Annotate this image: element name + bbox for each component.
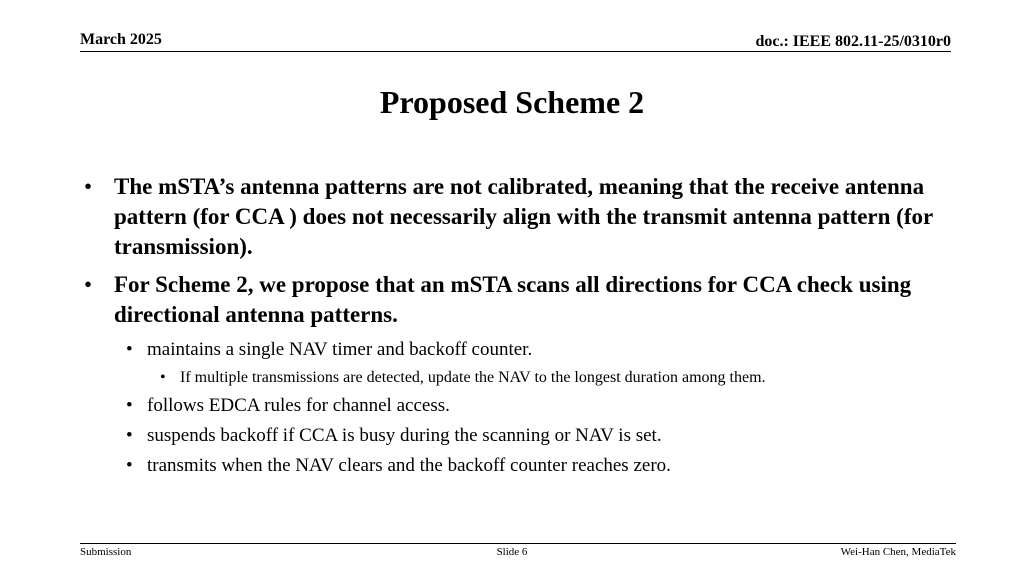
bullet-1 xyxy=(82,172,962,262)
footer-slide-number: Slide 6 xyxy=(496,546,528,558)
footer-author: Wei-Han Chen, MediaTek xyxy=(840,546,956,558)
sub-bullet-1 xyxy=(82,338,962,362)
header-date: March 2025 xyxy=(80,31,162,48)
slide-body xyxy=(82,172,962,484)
bullet-glyph: • xyxy=(126,339,133,360)
bullet-2 xyxy=(82,270,962,330)
sub-bullet-1-text: maintains a single NAV timer and backoff counter. xyxy=(147,339,533,360)
sub-bullet-3-text: suspends backoff if CCA is busy during the scanning or NAV is set. xyxy=(147,425,662,446)
bullet-glyph: • xyxy=(160,369,166,386)
bullet-2-text: For Scheme 2, we propose that an mSTA scans all directions for CCA check using directional antenna patterns. xyxy=(114,272,912,327)
bullet-glyph: • xyxy=(84,174,93,199)
slide-title: Proposed Scheme 2 xyxy=(379,84,645,120)
sub-bullet-3 xyxy=(82,424,962,448)
sub-bullet-4 xyxy=(82,454,962,478)
sub-sub-bullet-1 xyxy=(82,368,962,388)
bullet-glyph: • xyxy=(84,272,93,297)
sub-bullet-4-text: transmits when the NAV clears and the backoff counter reaches zero. xyxy=(147,455,671,476)
header-divider xyxy=(80,51,951,52)
sub-sub-bullet-1-text: If multiple transmissions are detected, update the NAV to the longest duration among them. xyxy=(180,369,766,386)
sub-bullet-2 xyxy=(82,394,962,418)
footer-divider xyxy=(80,543,956,544)
bullet-glyph: • xyxy=(126,395,133,416)
bullet-glyph: • xyxy=(126,425,133,446)
sub-bullet-2-text: follows EDCA rules for channel access. xyxy=(147,395,450,416)
bullet-1-text: The mSTA’s antenna patterns are not calibrated, meaning that the receive antenna pattern (for CCA ) does not necessarily align with the transmit antenna pattern (for transmission). xyxy=(114,174,933,259)
bullet-glyph: • xyxy=(126,455,133,476)
header-doc-id: doc.: IEEE 802.11-25/0310r0 xyxy=(755,33,951,50)
footer-submission: Submission xyxy=(80,546,132,558)
